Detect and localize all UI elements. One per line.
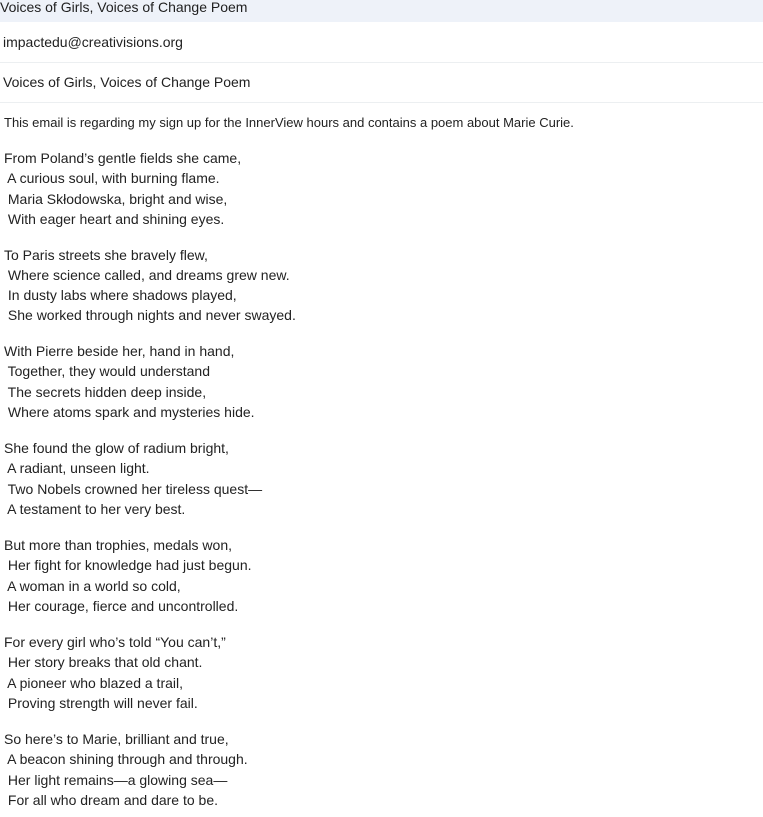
poem-line: She found the glow of radium bright, xyxy=(4,440,229,456)
poem-line: With eager heart and shining eyes. xyxy=(4,210,225,227)
poem-stanza-7 xyxy=(4,729,744,810)
intro-paragraph: This email is regarding my sign up for the InnerView hours and contains a poem about Marie Curie. xyxy=(4,115,574,130)
poem-line: Proving strength will never fail. xyxy=(4,694,198,711)
poem-line: Together, they would understand xyxy=(4,363,211,380)
poem-line: Where atoms spark and mysteries hide. xyxy=(4,403,255,420)
poem-line: She worked through nights and never swayed. xyxy=(4,307,296,324)
poem-line: A radiant, unseen light. xyxy=(4,460,150,477)
subject-field[interactable] xyxy=(0,62,763,103)
poem-stanza-6 xyxy=(4,632,744,713)
poem-line: A pioneer who blazed a trail, xyxy=(4,674,184,691)
poem-line: So here’s to Marie, brilliant and true, xyxy=(4,731,229,747)
poem-line: The secrets hidden deep inside, xyxy=(4,383,207,400)
poem-line: For all who dream and dare to be. xyxy=(4,791,219,808)
poem-line: Two Nobels crowned her tireless quest— xyxy=(4,480,263,497)
poem-line: A woman in a world so cold, xyxy=(4,577,181,594)
poem-line: For every girl who’s told “You can’t,” xyxy=(4,634,226,650)
poem-line: A beacon shining through and through. xyxy=(4,751,248,768)
to-field[interactable] xyxy=(0,22,763,63)
poem-line: But more than trophies, medals won, xyxy=(4,537,233,553)
compose-title: Voices of Girls, Voices of Change Poem xyxy=(0,0,248,15)
poem-line: To Paris streets she bravely flew, xyxy=(4,246,208,263)
poem-stanza-4 xyxy=(4,438,744,519)
poem-line: Maria Skłodowska, bright and wise, xyxy=(4,190,228,207)
poem-line: Her light remains—a glowing sea— xyxy=(4,771,228,788)
poem-line: In dusty labs where shadows played, xyxy=(4,287,237,304)
poem-line: Where science called, and dreams grew new. xyxy=(4,266,290,283)
poem-stanza-5 xyxy=(4,535,744,616)
poem-line: With Pierre beside her, hand in hand, xyxy=(4,343,235,359)
poem-stanza-2 xyxy=(4,245,744,326)
poem-line: Her fight for knowledge had just begun. xyxy=(4,557,252,574)
poem-line: From Poland’s gentle fields she came, xyxy=(4,150,242,166)
subject-input[interactable]: Voices of Girls, Voices of Change Poem xyxy=(3,74,251,90)
poem-stanza-1 xyxy=(4,148,744,229)
poem-line: Her courage, fierce and uncontrolled. xyxy=(4,597,239,614)
compose-title-bar[interactable] xyxy=(0,0,763,22)
poem-line: A curious soul, with burning flame. xyxy=(4,170,220,187)
poem-stanza-3 xyxy=(4,341,744,422)
poem-line: Her story breaks that old chant. xyxy=(4,654,203,671)
poem-line: A testament to her very best. xyxy=(4,500,186,517)
recipient-chip[interactable]: impactedu@creativisions.org xyxy=(3,34,183,50)
